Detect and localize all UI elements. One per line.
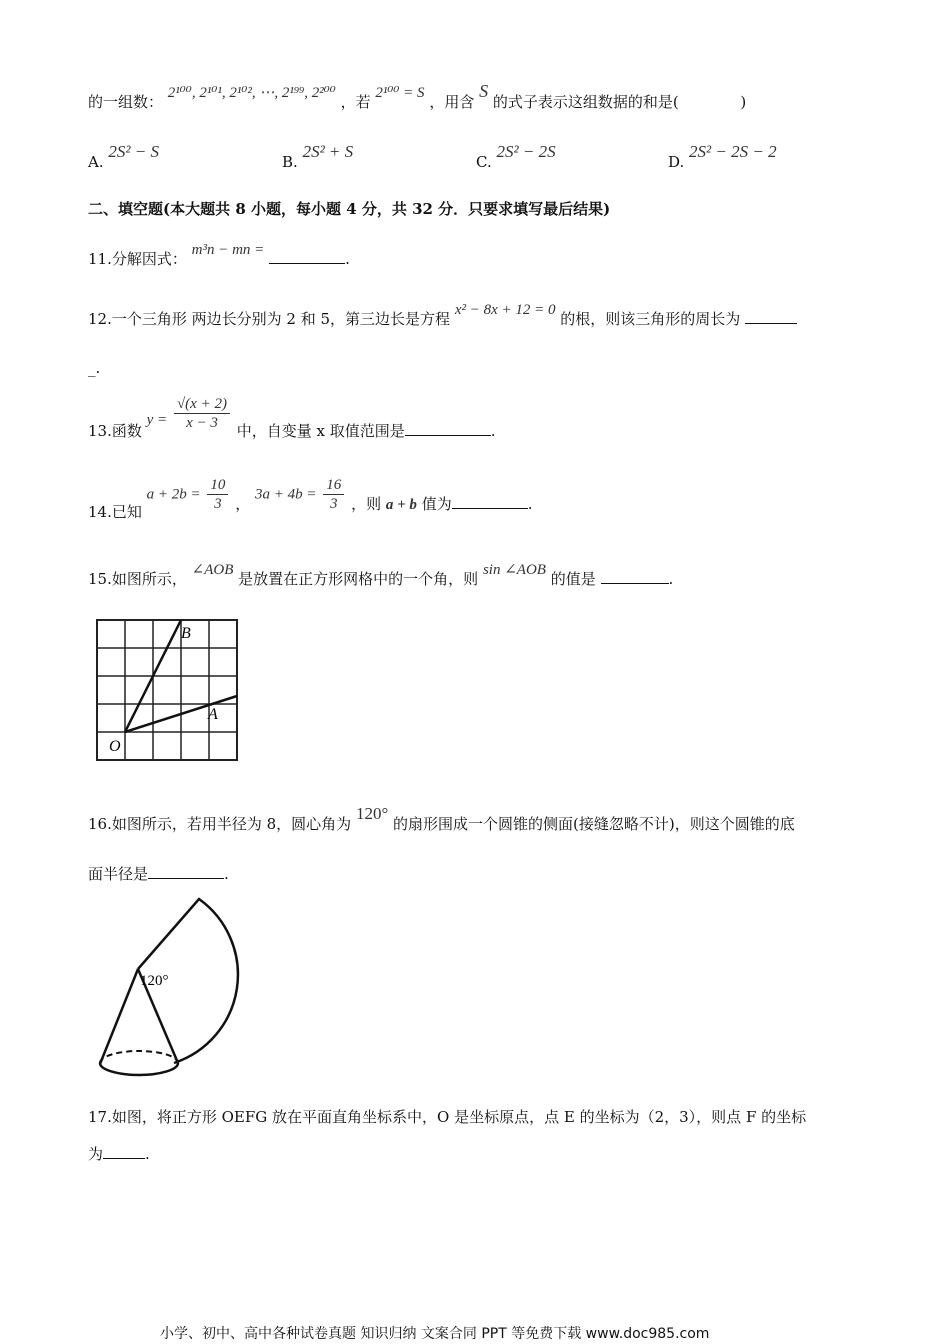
q15-answer-blank[interactable] [601, 567, 669, 584]
label-o: O [109, 738, 121, 755]
q15-angle: ∠AOB [191, 562, 234, 578]
section-2-title: 二、填空题(本大题共 8 小题，每小题 4 分，共 32 分．只要求填写最后结果) [88, 200, 611, 218]
q12-continuation: _. [88, 359, 101, 377]
q11-answer-blank[interactable] [269, 247, 345, 264]
q13-answer-blank[interactable] [405, 419, 491, 436]
cone-base-back [100, 1051, 178, 1063]
q17-answer-blank[interactable] [103, 1142, 145, 1159]
question-13: 13.函数 y = $\frac{√(x + 2)}{x - 3}$ 中，自变量 x 取值范围是 . [88, 396, 496, 440]
question-16: 16.如图所示，若用半径为 8，圆心角为 120° 的扇形围成一个圆锥的侧面(接缝忽略不计)，则这个圆锥的底 [88, 804, 795, 833]
cone-base-front [100, 1063, 178, 1075]
q11-expression: m³n − mn = [191, 242, 265, 258]
q12-answer-blank[interactable] [745, 307, 797, 324]
question-15: 15.如图所示， ∠AOB 是放置在正方形网格中的一个角，则 sin ∠AOB 的值是 . [88, 562, 674, 588]
q14-answer-blank[interactable] [452, 492, 528, 509]
q10-option-c[interactable]: C. 2S² − 2S [476, 142, 556, 171]
q13-fraction: $\frac{√(x + 2)}{x - 3}$ [174, 395, 230, 432]
q14-fraction-1: $\frac{10}{3}$ [207, 476, 228, 513]
question-11: 11.分解因式： m³n − mn = . [88, 242, 350, 268]
q14-fraction-2: $\frac{16}{3}$ [323, 476, 344, 513]
label-a: A [208, 706, 218, 723]
q16-answer-blank[interactable] [148, 862, 224, 879]
question-17: 17.如图，将正方形 OEFG 放在平面直角坐标系中，O 是坐标原点，点 E 的坐标为（2，3），则点 F 的坐标 [88, 1108, 807, 1126]
sector-angle-label: 120° [140, 973, 169, 989]
q10-condition: 2¹⁰⁰ = S [375, 85, 425, 101]
q10-stem: 的一组数： 2¹⁰⁰, 2¹⁰¹, 2¹⁰², ⋯, 2¹⁹⁹, 2²⁰⁰ ，若 2¹⁰⁰ = S ，用含 S 的式子表示这组数据的和是( ) [88, 81, 747, 111]
label-b: B [181, 625, 191, 642]
q16-sector-cone-figure [92, 893, 242, 1085]
q10-sequence: 2¹⁰⁰, 2¹⁰¹, 2¹⁰², ⋯, 2¹⁹⁹, 2²⁰⁰ [167, 85, 336, 101]
q10-option-b[interactable]: B. 2S² + S [282, 142, 354, 171]
q10-option-a[interactable]: A. 2S² − S [88, 142, 159, 171]
q16-line-2: 面半径是 . [88, 862, 862, 885]
q16-angle: 120° [355, 804, 389, 823]
cone-left-edge [100, 969, 138, 1064]
q17-line-2: 为 . [88, 1142, 862, 1165]
question-12: 12.一个三角形 两边长分别为 2 和 5，第三边长是方程 x² − 8x + 12 = 0 的根，则该三角形的周长为 [88, 307, 862, 331]
question-14: 14.已知 a + 2b = $\frac{10}{3}$ ， 3a + 4b = $\frac{16}{3}$ ，则 a + b 值为 . [88, 477, 533, 521]
footer-banner: 小学、初中、高中各种试卷真题 知识归纳 文案合同 PPT 等免费下载 www.doc985.com [160, 1326, 710, 1342]
q10-option-d[interactable]: D. 2S² − 2S − 2 [668, 142, 777, 171]
q15-grid-figure [92, 617, 244, 763]
q15-sin: sin ∠AOB [482, 562, 546, 578]
q12-equation: x² − 8x + 12 = 0 [454, 302, 556, 318]
